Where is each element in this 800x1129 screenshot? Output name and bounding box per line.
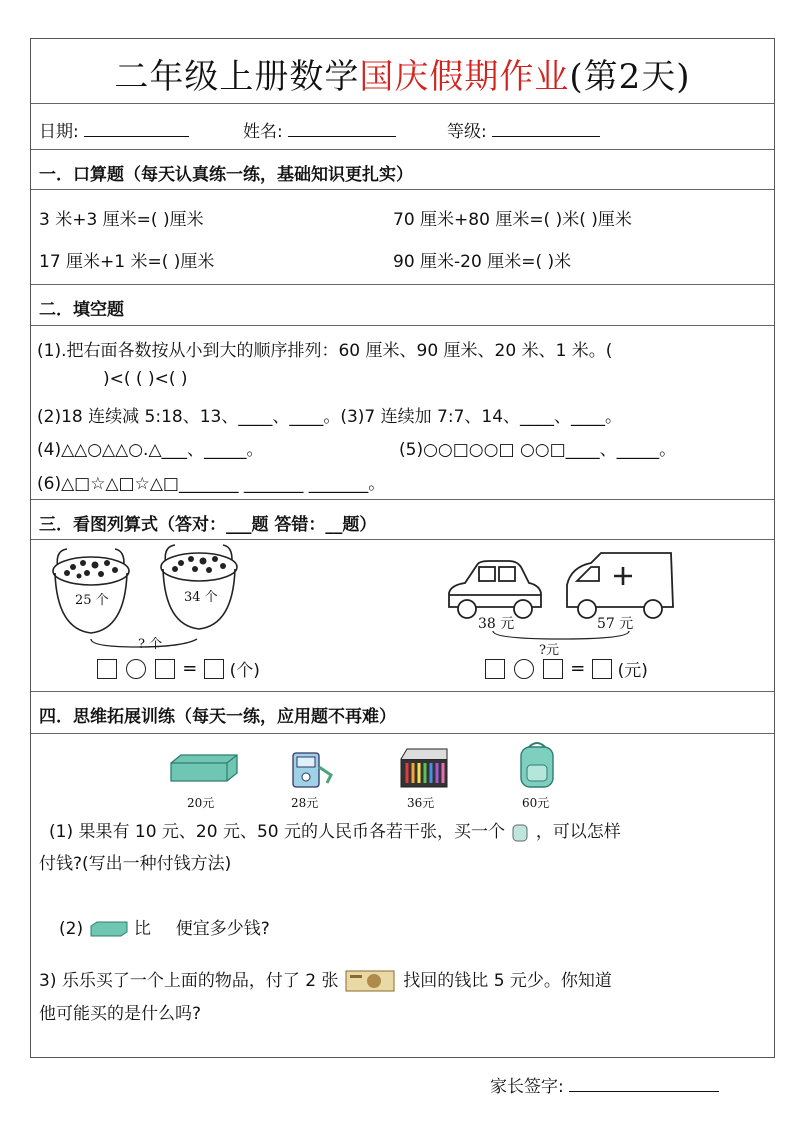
problem3-text: 3) 乐乐买了一个上面的物品，付了 2 张 [39, 971, 339, 991]
equation-left [97, 656, 260, 681]
fill-q4: (4)△△○△△○.△___、_____。 [37, 440, 264, 460]
unit-label: (元) [617, 661, 648, 681]
problem2-number: (2) [59, 919, 84, 939]
page-title: 二年级上册数学国庆假期作业(第2天) [114, 57, 691, 97]
equation-right [485, 656, 648, 681]
problem2-text: 便宜多少钱? [175, 919, 270, 939]
worksheet [30, 38, 775, 1058]
problem1-text: (1) 果果有 10 元、20 元、50 元的人民币各若干张，买一个 [49, 822, 505, 842]
divider [31, 691, 774, 692]
problem1-line1 [49, 817, 621, 843]
grade-field[interactable] [447, 117, 600, 142]
mental-math-q3: 17 厘米+1 米=( )厘米 [39, 252, 215, 272]
problem3-text-end: 找回的钱比 5 元少。你知道 [403, 971, 612, 991]
divider [31, 733, 774, 734]
divider [31, 189, 774, 190]
divider [31, 325, 774, 326]
car-icon [449, 561, 541, 618]
mental-math-q1: 3 米+3 厘米=( )厘米 [39, 210, 204, 230]
mental-math-q4: 90 厘米-20 厘米=( )米 [393, 252, 572, 272]
pencil-case-icon [89, 920, 129, 938]
unit-label: (个) [229, 661, 260, 681]
answer-box[interactable] [155, 659, 175, 679]
backpack-icon [510, 821, 530, 843]
vehicles-question: ?元 [539, 643, 559, 658]
divider [31, 103, 774, 104]
operator-circle[interactable] [126, 659, 146, 679]
price-pencil-sharpener: 28元 [291, 796, 319, 810]
divider [31, 499, 774, 500]
answer-box[interactable] [485, 659, 505, 679]
date-label: 日期: [39, 122, 79, 142]
grade-label: 等级: [447, 122, 487, 142]
operator-circle[interactable] [514, 659, 534, 679]
basket2-count: 34 个 [184, 590, 218, 605]
parent-signature-label: 家长签字: [490, 1077, 564, 1097]
name-label: 姓名: [243, 122, 283, 142]
parent-signature-blank[interactable] [569, 1075, 719, 1092]
grade-blank[interactable] [492, 120, 600, 137]
date-field[interactable] [39, 117, 189, 142]
fill-q5: (5)○○□○○□ ○○□____、_____。 [399, 440, 677, 460]
ambulance-price: 57 元 [597, 616, 634, 632]
equals-sign: = [182, 658, 198, 679]
answer-box[interactable] [97, 659, 117, 679]
problem3-line2: 他可能买的是什么吗? [39, 1004, 202, 1024]
parent-signature[interactable] [490, 1072, 719, 1097]
section2-heading: 二．填空题 [39, 300, 124, 320]
answer-box[interactable] [592, 659, 612, 679]
pencil-case-icon [167, 751, 241, 785]
backpack-icon [515, 739, 559, 793]
crayon-box-icon [397, 745, 451, 791]
ambulance-icon [567, 553, 673, 618]
answer-box[interactable] [543, 659, 563, 679]
fill-q2-q3: (2)18 连续减 5:18、13、____、____。(3)7 连续加 7:7、14、____、____。 [37, 407, 623, 427]
basket1-count: 25 个 [75, 593, 109, 608]
problem3-line1 [39, 966, 612, 994]
price-crayon-box: 36元 [407, 796, 435, 810]
price-pencil-case: 20元 [187, 796, 215, 810]
problem2 [59, 914, 270, 939]
pencil-sharpener-icon [287, 745, 337, 791]
fill-q1-line1: (1).把右面各数按从小到大的顺序排列：60 厘米、90 厘米、20 米、1 米。( [37, 341, 613, 361]
name-blank[interactable] [288, 120, 396, 137]
date-blank[interactable] [84, 120, 189, 137]
problem2-compare: 比 [133, 919, 151, 939]
price-backpack: 60元 [522, 796, 550, 810]
vehicles-brace [491, 629, 631, 643]
car-price: 38 元 [478, 616, 515, 632]
fill-q1-line2: )<( ( )<( ) [103, 369, 188, 389]
section3-heading: 三．看图列算式（答对：___题 答错：__题） [39, 515, 377, 535]
fill-q6: (6)△□☆△□☆△□_______ _______ _______。 [37, 474, 386, 494]
baskets-question: ? 个 [138, 637, 163, 652]
equals-sign: = [570, 658, 586, 679]
answer-box[interactable] [204, 659, 224, 679]
divider [31, 539, 774, 540]
section1-heading: 一．口算题（每天认真练一练，基础知识更扎实） [39, 165, 413, 185]
name-field[interactable] [243, 117, 396, 142]
divider [31, 284, 774, 285]
section4-heading: 四．思维拓展训练（每天一练，应用题不再难） [39, 707, 396, 727]
problem1-text-end: ，可以怎样 [535, 822, 621, 842]
mental-math-q2: 70 厘米+80 厘米=( )米( )厘米 [393, 210, 632, 230]
banknote-icon [344, 968, 398, 994]
divider [31, 149, 774, 150]
problem1-line2: 付钱?(写出一种付钱方法) [39, 854, 232, 874]
